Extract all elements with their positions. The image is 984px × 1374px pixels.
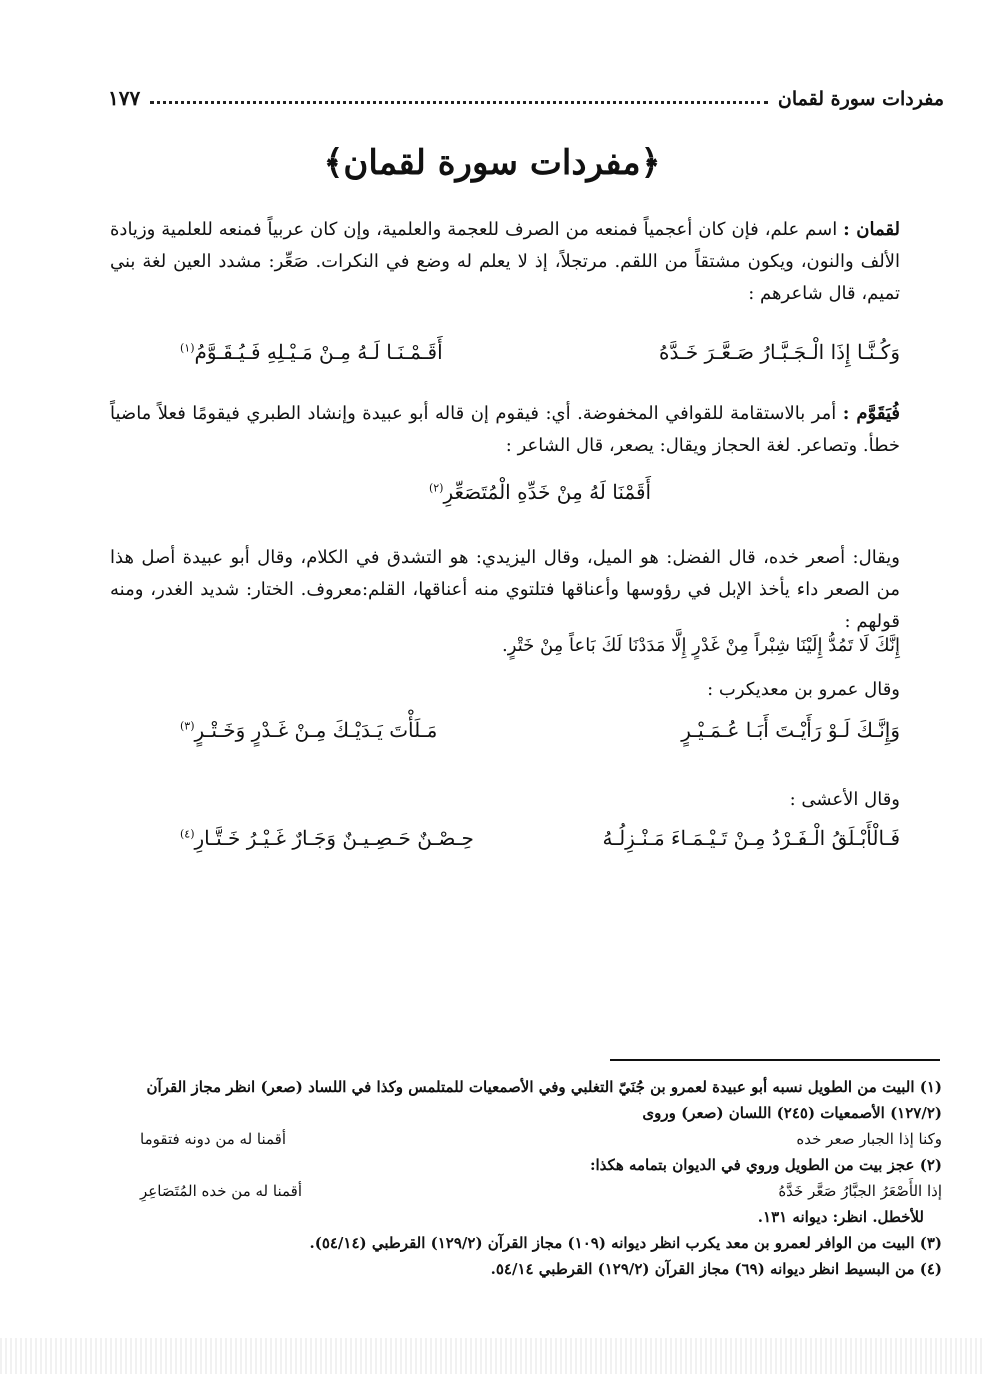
verse-3 <box>180 718 900 742</box>
verse-second-hemistich: مَـلَأْتَ يَـدَيْـكَ مِـنْ غَـدْرٍ وَخَـتْـرٍ$^{(٣)}$ <box>180 718 438 742</box>
verse-first-hemistich: وَإِنَّـكَ لَـوْ رَأَيْـتَ أَبَـا عُـمَـيْـرٍ <box>681 718 900 742</box>
verse-1 <box>180 340 900 364</box>
entry-text: ويقال: أصعر خده، قال الفضل: هو الميل، وقال اليزيدي: هو التشدق في الكلام، وقال أبو عبيدة أصل هذا من الصعر داء يأخذ الإبل في رؤوسها وأعناقها فتلتوي منه أعناقها، القلم:معروف. الختار: شديد الغدر، ومنه قولهم : <box>110 547 900 632</box>
footnote-ref: (٢) <box>428 481 444 495</box>
paragraph-luqman <box>110 214 900 310</box>
chapter-title: ﴿مفردات سورة لقمان﴾ <box>323 143 661 183</box>
verse-half-line: أَقَمْنَا لَهُ مِنْ خَدِّهِ الْمُتَصَعِّرِ$^{(٢)}$ <box>428 480 652 504</box>
verse-first-hemistich: وَكُـنَّـا إِذَا الْـجَـبَّـارُ صَـعَّـرَ خَـدَّهُ <box>659 340 900 364</box>
entry-term: فُيَقَوَّم : <box>842 403 900 424</box>
entry-text: اسم علم، فإن كان أعجمياً فمنعه من الصرف للعجمة والعلمية، وإن كان عربياً فمنعه للعلمية وزيادة الألف والنون، ويكون مشتقاً من اللقم. مرتجلاً، إذ لا يعلم له وضع في النكرات. صَعِّر: مشدد العين لغة بني تميم، قال شاعرهم : <box>110 219 900 304</box>
footnote-1: (١) البيت من الطويل نسبه أبو عبيدة لعمرو بن جُنَيّ التغلبي وفي الأصمعيات للمتلمس وكذا في اللساد (صعر) انظر مجاز القرآن (١٢٧/٢) الأصمعيات (٢٤٥) اللسان (صعر) وروى <box>146 1078 942 1122</box>
intro-asha: وقال الأعشى : <box>789 789 900 810</box>
running-head-title: مفردات سورة لقمان <box>777 88 944 110</box>
quoted-saying <box>110 630 900 662</box>
verse-second-hemistich: حِـصْـنٌ حَـصِـيـنٌ وَجَـارٌ غَـيْـرُ خَـتَّـارِ$^{(٤)}$ <box>180 826 474 850</box>
paragraph-asar <box>110 542 900 638</box>
verse-first-hemistich: فَـالْأَبْـلَقُ الْـفَـرْدُ مِـنْ تَـيْـمَـاءَ مَـنْـزِلُـهُ <box>602 826 900 850</box>
page-number: ١٧٧ <box>108 86 141 110</box>
footnote-1-verse: وكنا إذا الجبار صعر خده أقمنا له من دونه فتقوما <box>140 1130 942 1148</box>
footnote-ref: (٣) <box>180 719 195 733</box>
footnote-4: (٤) من البسيط انظر ديوانه (٦٩) مجاز القرآن (١٢٩/٢) القرطبي ٥٤/١٤. <box>490 1260 942 1278</box>
scan-noise-edge <box>0 1338 984 1374</box>
footnote-ref: (٤) <box>180 827 195 841</box>
footnote-2-continuation: للأخطل. انظر: ديوانه ١٣١. <box>757 1208 924 1226</box>
intro-amr: وقال عمرو بن معديكرب : <box>707 679 900 700</box>
verse-4 <box>180 826 900 850</box>
footnote-separator <box>610 1059 940 1061</box>
footnote-2: (٢) عجز بيت من الطويل وروي في الديوان بتمامه هكذا: <box>589 1156 942 1174</box>
footnotes <box>110 1074 942 1282</box>
verse-second-hemistich: أَقَـمْـنَـا لَـهُ مِـنْ مَـيْـلِهِ فَـيُـقَـوَّمُ$^{(١)}$ <box>180 340 443 364</box>
running-head <box>108 80 944 110</box>
entry-term: لقمان : <box>843 219 900 240</box>
saying-text: إِنَّكَ لَا تَمُدُّ إِلَيْنَا شِبْراً مِنْ غَدْرٍ إِلَّا مَدَدْنَا لَكَ بَاعاً مِنْ خَتْرٍ. <box>502 635 900 656</box>
paragraph-yuqawwam <box>110 398 900 462</box>
footnote-3: (٣) البيت من الوافر لعمرو بن معد يكرب انظر ديوانه (١٠٩) مجاز القرآن (١٢٩/٢) القرطبي (٥٤/١٤). <box>309 1234 942 1252</box>
entry-text: أمر بالاستقامة للقوافي المخفوضة. أي: فيقوم إن قاله أبو عبيدة وإنشاد الطبري فيقومًا فعلاً ماضياً خطأ. وتصاعر. لغة الحجاز ويقال: يصعر، قال الشاعر : <box>110 403 900 456</box>
footnote-ref: (١) <box>180 341 195 355</box>
footnote-2-verse: إذا الأَصْعَرُ الجبَّارُ صَعَّر خَدَّهُ أقمنا له من خده المُتَصَاعِرِ <box>140 1182 942 1200</box>
running-head-leader-dots <box>150 101 768 104</box>
verse-2 <box>180 480 900 504</box>
